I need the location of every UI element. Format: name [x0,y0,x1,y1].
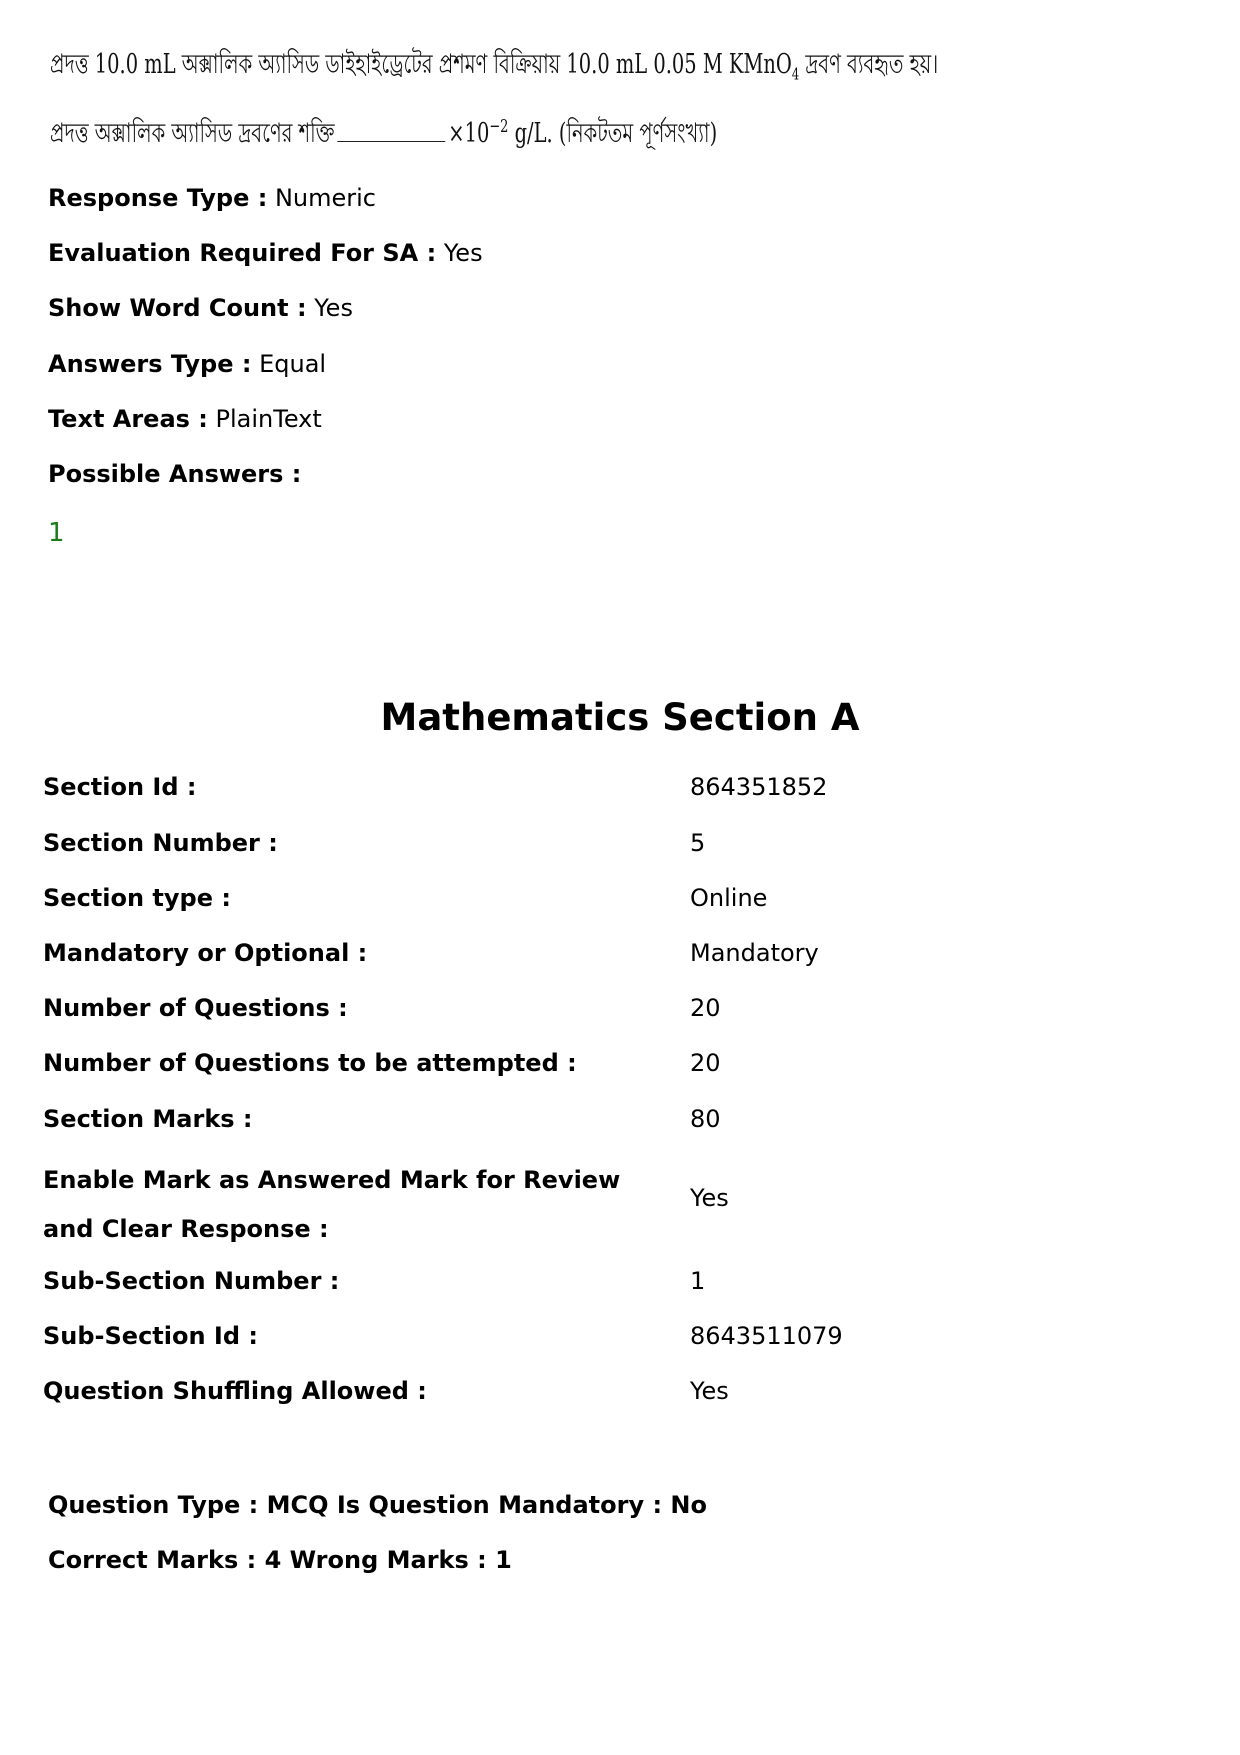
row-value: 864351852 [690,773,828,801]
row-label: Mandatory or Optional : [43,939,368,967]
marks-line: Correct Marks : 4 Wrong Marks : 1 [48,1546,512,1574]
row-value: 20 [690,1049,721,1077]
question-subscript: 4 [791,64,800,84]
question-line1-end: দ্রবণ ব্যবহৃত হয়। [799,49,939,80]
question-type-line: Question Type : MCQ Is Question Mandatory : No [48,1491,707,1519]
question-exponent: −2 [489,116,509,137]
row-value: Mandatory [690,939,819,967]
question-text-line-1 [50,44,938,89]
row-value: 8643511079 [690,1322,843,1350]
row-label: Sub-Section Id : [43,1322,258,1350]
row-value: 80 [690,1105,721,1133]
row-label: Section Marks : [43,1105,253,1133]
row-value: Online [690,884,768,912]
row-label: Number of Questions to be attempted : [43,1049,577,1077]
section-info-row [43,1156,1193,1256]
question-unit: g/L. (নিকটতম পূর্ণসংখ্যা) [508,118,718,149]
row-value: 5 [690,829,706,857]
row-label: Section Number : [43,829,278,857]
section-title: Mathematics Section A [380,696,860,739]
row-value: 1 [690,1267,706,1295]
row-label: Question Shuffling Allowed : [43,1377,427,1405]
text-areas: Text Areas : PlainText [48,405,322,433]
possible-answer-value: 1 [48,518,65,548]
evaluation-required: Evaluation Required For SA : Yes [48,239,483,267]
answer-blank [337,119,445,142]
row-value: Yes [690,1184,729,1212]
possible-answers-label: Possible Answers : [48,460,302,488]
response-type: Response Type : Numeric [48,184,376,212]
question-line1-text: প্রদত্ত 10.0 mL অক্সালিক অ্যাসিড ডাইহাইড্রেটের প্রশমণ বিক্রিয়ায় 10.0 mL 0.05 M KMnO [50,49,792,80]
question-times: ×10 [448,118,490,149]
show-word-count: Show Word Count : Yes [48,294,353,322]
row-label: Number of Questions : [43,994,348,1022]
row-label: Section type : [43,884,231,912]
row-value: Yes [690,1377,729,1405]
row-label: Enable Mark as Answered Mark for Review and Clear Response : [43,1166,621,1243]
row-label: Section Id : [43,773,197,801]
question-text-line-2 [50,113,717,158]
question-line2-text: প্রদত্ত অক্সালিক অ্যাসিড দ্রবণের শক্তি [50,118,335,149]
row-value: 20 [690,994,721,1022]
answers-type: Answers Type : Equal [48,350,327,378]
row-label: Sub-Section Number : [43,1267,340,1295]
